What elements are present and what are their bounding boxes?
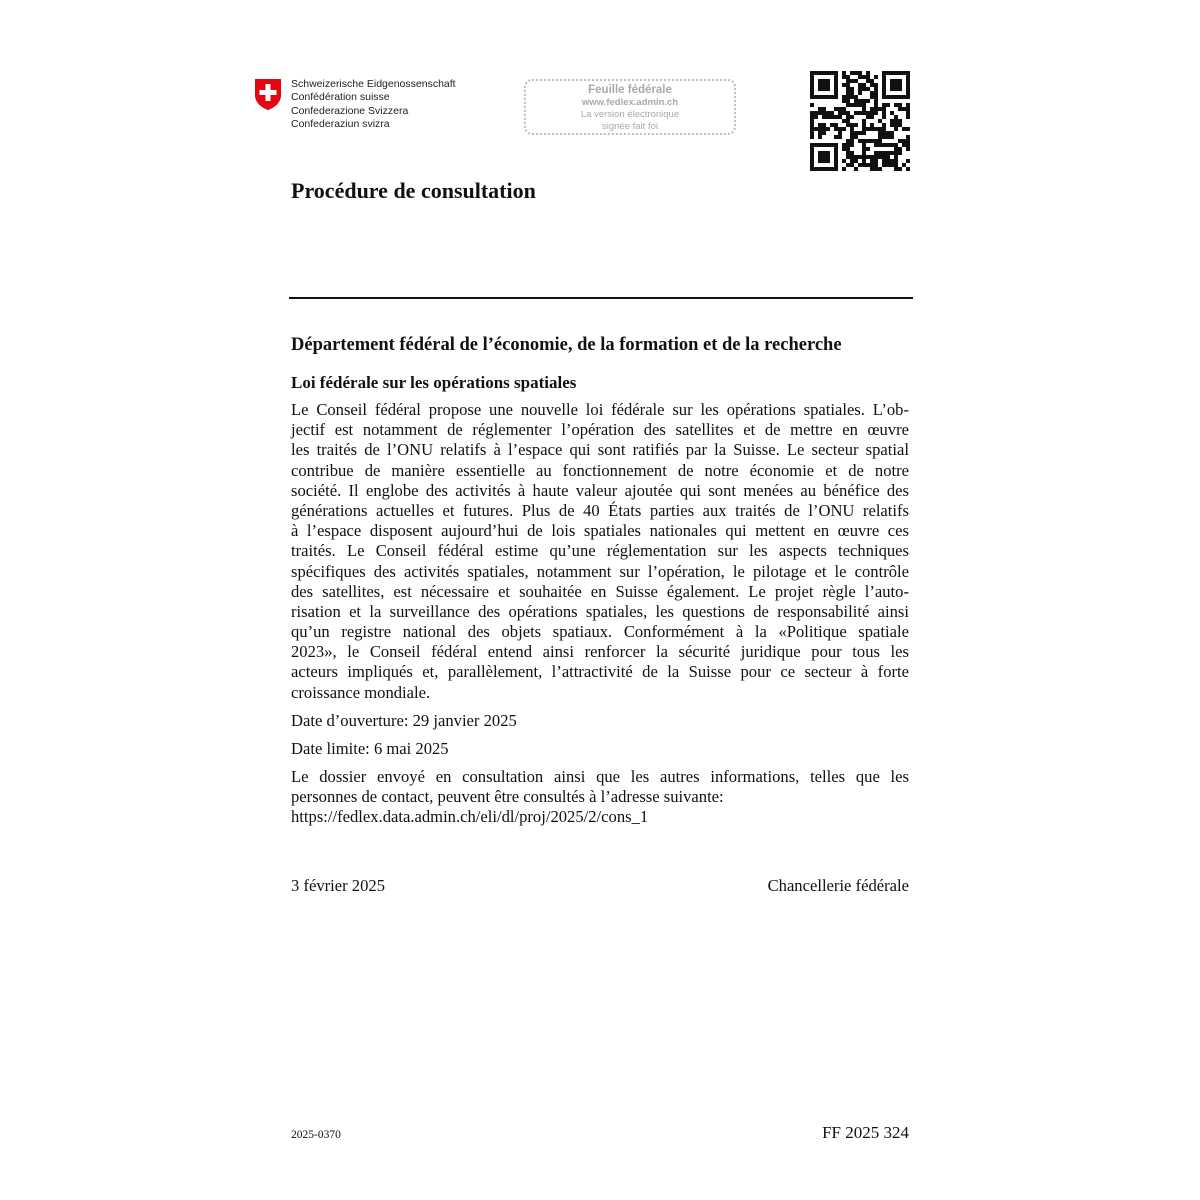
dossier-link[interactable]: https://fedlex.data.admin.ch/eli/dl/proj/2025/2/cons_1 [291, 807, 649, 827]
body-line: qu’un registre national des objets spatiaux. Conformément à la «Politique spatiale [291, 622, 909, 642]
dossier-line: Le dossier envoyé en consultation ainsi que les autres informations, telles que les [291, 767, 909, 786]
body-line: jectif est notamment de réglementer l’opération des satellites et de mettre en œuvre [291, 420, 909, 440]
body-line: acteurs impliqués et, parallèlement, l’attractivité de la Suisse pour ce secteur à forte [291, 662, 909, 682]
official-stamp [524, 79, 736, 135]
body-line: à l’espace disposent aujourd’hui de lois spatiales nationales qui mettent en œuvre ces [291, 521, 909, 541]
page-title: Procédure de consultation [291, 178, 536, 203]
body-line: des satellites, est nécessaire et souhaitée en Suisse également. Le projet règle l’auto- [291, 581, 909, 601]
department-heading: Département fédéral de l’économie, de la formation et de la recherche [291, 335, 842, 355]
body-line: croissance mondiale. [291, 682, 431, 702]
confederation-names [291, 78, 456, 131]
publication-date: 3 février 2025 [291, 876, 385, 895]
divider [289, 297, 913, 299]
body-line: les traités de l’ONU relatifs à l’espace qui sont ratifiés par la Suisse. Le secteur spatial [291, 440, 909, 460]
stamp-website: www.fedlex.admin.ch [581, 97, 679, 108]
body-line: risation et la surveillance des opérations spatiales, les questions de responsabilité ainsi [291, 601, 909, 621]
qr-code-icon [810, 71, 910, 171]
body-paragraph [291, 400, 909, 703]
stamp-title: Feuille fédérale [588, 84, 672, 96]
admin-name-de: Schweizerische Eidgenossenschaft [291, 78, 456, 90]
body-line: traités. Le Conseil fédéral estime qu’une réglementation sur les aspects techniques [291, 541, 909, 561]
law-title: Loi fédérale sur les opérations spatiales [291, 373, 577, 392]
stamp-note-1: La version électronique [580, 109, 680, 120]
dossier-line: personnes de contact, peuvent être consultés à l’adresse suivante: [291, 787, 724, 807]
body-line: contribue de manière essentielle au fonctionnement de notre économie et de notre [291, 460, 909, 480]
body-line: 2023», le Conseil fédéral entend ainsi renforcer la sécurité juridique pour tous les [291, 642, 909, 662]
body-line: Le Conseil fédéral propose une nouvelle loi fédérale sur les opérations spatiales. L’ob- [291, 400, 909, 419]
admin-name-rm: Confederaziun svizra [291, 117, 390, 130]
signatory: Chancellerie fédérale [767, 876, 909, 895]
stamp-note-2: signée fait foi [602, 121, 658, 132]
body-line: générations actuelles et futures. Plus de 40 États parties aux traités de l’ONU relatifs [291, 500, 909, 520]
dossier-paragraph [291, 767, 909, 828]
opening-date: Date d’ouverture: 29 janvier 2025 [291, 711, 517, 730]
ff-reference: FF 2025 324 [822, 1123, 909, 1142]
body-line: spécifiques des activités spatiales, notamment sur l’opération, le pilotage et le contrôle [291, 561, 909, 581]
admin-name-fr: Confédération suisse [291, 91, 390, 104]
swiss-flag-icon [253, 77, 283, 111]
admin-name-it: Confederazione Svizzera [291, 104, 409, 117]
reference-number: 2025-0370 [291, 1129, 341, 1141]
body-line: société. Il englobe des activités à haute valeur ajoutée qui sont menées au bénéfice des [291, 480, 909, 500]
deadline: Date limite: 6 mai 2025 [291, 739, 449, 758]
